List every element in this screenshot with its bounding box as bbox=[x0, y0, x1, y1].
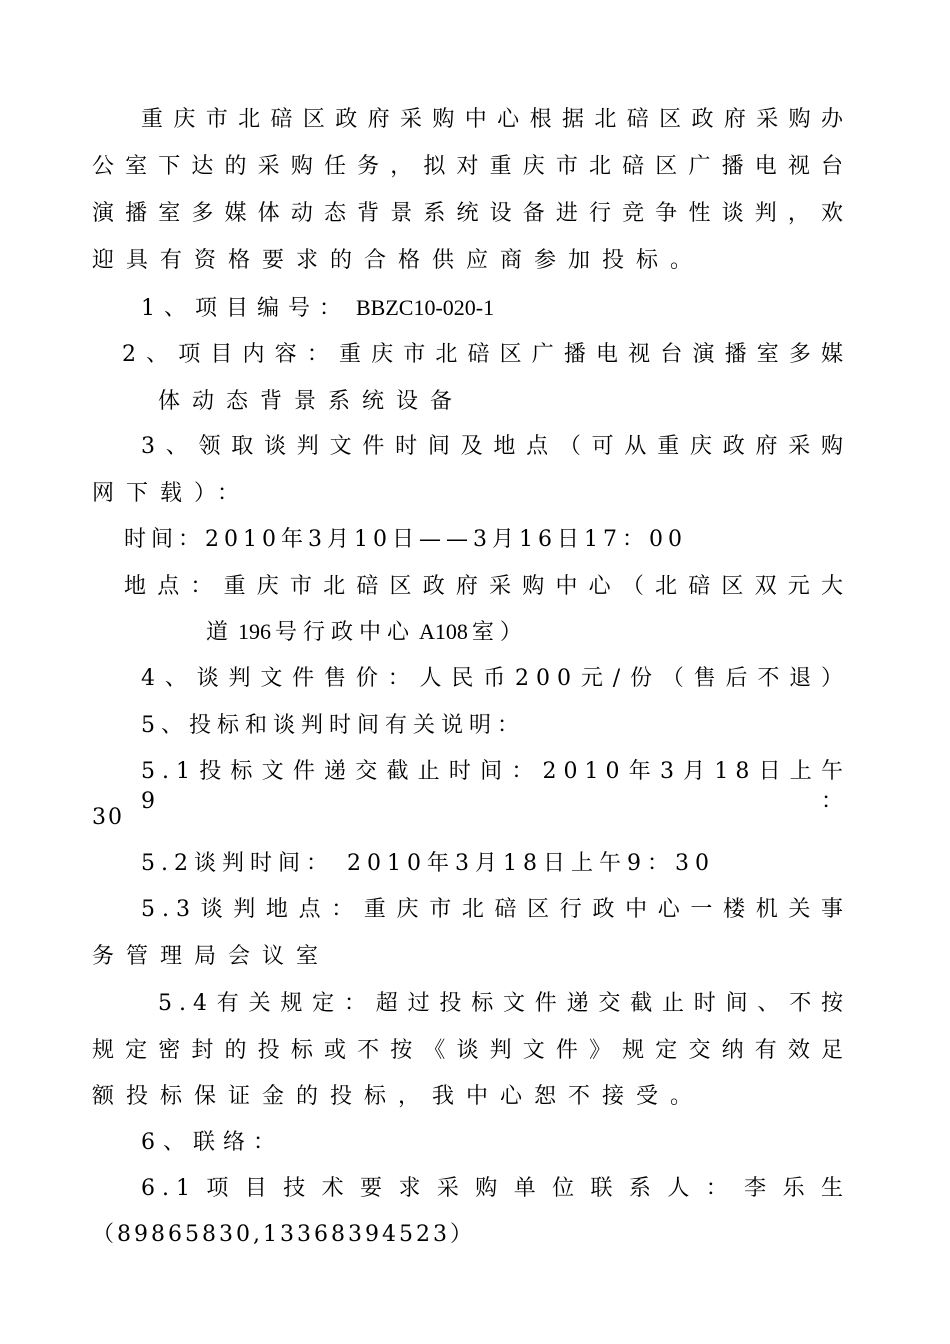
pickup-location-cont bbox=[206, 617, 528, 648]
project-number-value: BBZC10-020-1 bbox=[356, 295, 495, 320]
item-document-pickup-cont: 网下载）： bbox=[92, 481, 252, 506]
location-number: 196 bbox=[238, 619, 272, 644]
item-negotiation-location-cont: 务管理局会议室 bbox=[92, 944, 331, 969]
contact-phone: （89865830,13368394523） bbox=[92, 1222, 475, 1247]
item-regulations-cont: 额投标保证金的投标，我中心恕不接受。 bbox=[92, 1084, 705, 1109]
item-project-content: 2、项目内容：重庆市北碚区广播电视台演播室多媒 bbox=[122, 342, 850, 367]
paragraph-line: 公室下达的采购任务，拟对重庆市北碚区广播电视台 bbox=[92, 154, 850, 179]
item-regulations: 5.4有关规定：超过投标文件递交截止时间、不按 bbox=[158, 991, 850, 1016]
item-submission-deadline: 5.1投标文件递交截止时间：2010年3月18日上午9： bbox=[141, 759, 850, 814]
location-text: 号行政中心 bbox=[275, 620, 416, 645]
item-contact: 6、联络： bbox=[141, 1130, 283, 1155]
location-text: 道 bbox=[206, 620, 235, 645]
item-project-number bbox=[141, 293, 494, 324]
item-label: 1、项目编号： bbox=[141, 296, 350, 321]
paragraph-line: 迎具有资格要求的合格供应商参加投标。 bbox=[92, 248, 705, 273]
paragraph-line: 重庆市北碚区政府采购中心根据北碚区政府采购办 bbox=[141, 107, 850, 132]
item-regulations-cont: 规定密封的投标或不按《谈判文件》规定交纳有效足 bbox=[92, 1038, 850, 1063]
item-project-content-cont: 体动态背景系统设备 bbox=[158, 389, 465, 414]
item-document-price: 4、谈判文件售价：人民币200元/份（售后不退） bbox=[141, 666, 850, 691]
location-room: A108 bbox=[419, 619, 468, 644]
pickup-time: 时间：2010年3月10日——3月16日17：00 bbox=[124, 527, 687, 552]
item-negotiation-location: 5.3谈判地点：重庆市北碚区行政中心一楼机关事 bbox=[141, 897, 850, 922]
location-text: 室） bbox=[471, 620, 528, 645]
pickup-location: 地点：重庆市北碚区政府采购中心（北碚区双元大 bbox=[124, 574, 850, 599]
item-technical-contact: 6.1项目技术要求采购单位联系人：李乐生 bbox=[141, 1176, 850, 1201]
item-negotiation-time: 5.2谈判时间： 2010年3月18日上午9：30 bbox=[141, 851, 715, 876]
paragraph-line: 演播室多媒体动态背景系统设备进行竞争性谈判，欢 bbox=[92, 201, 850, 226]
item-submission-deadline-cont: 30 bbox=[92, 805, 124, 830]
item-bidding-notes: 5、投标和谈判时间有关说明： bbox=[141, 713, 525, 738]
item-document-pickup: 3、领取谈判文件时间及地点（可从重庆政府采购 bbox=[141, 434, 850, 459]
